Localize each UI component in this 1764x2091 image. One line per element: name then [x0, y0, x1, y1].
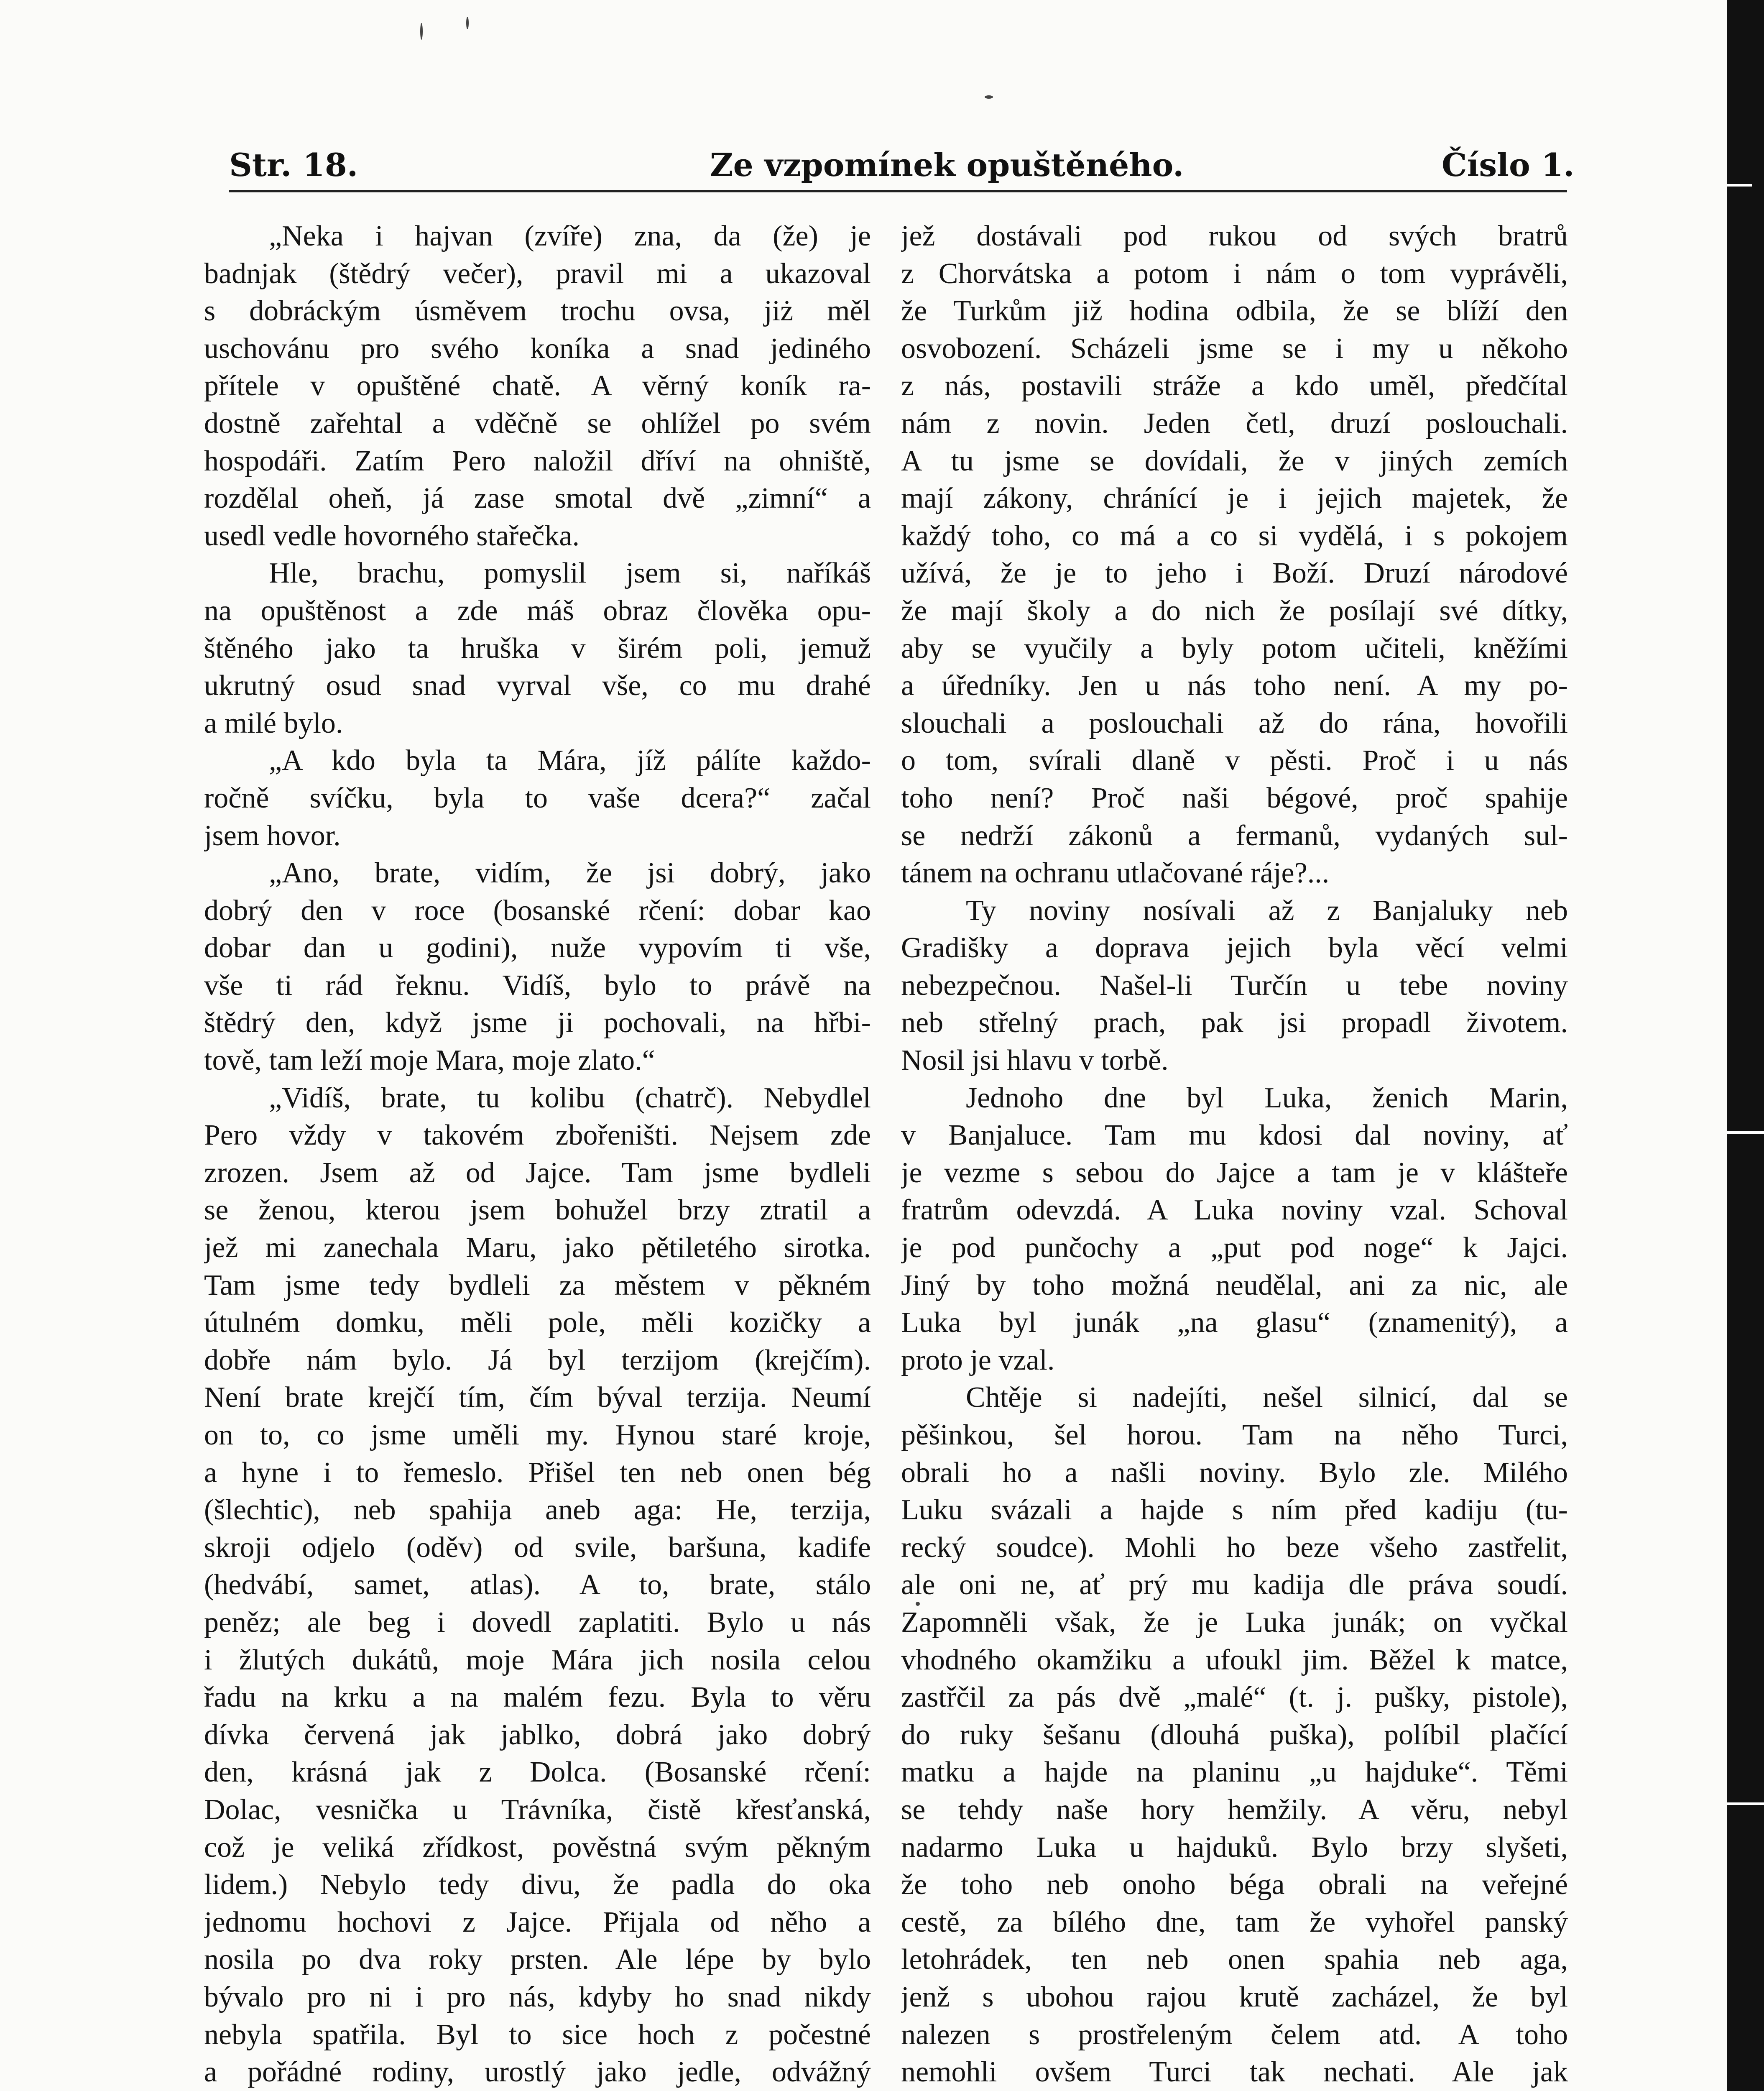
- text-line: den, krásná jak z Dolca. (Bosanské rčení:: [204, 1756, 871, 1789]
- edge-mark: [1727, 1802, 1764, 1805]
- text-line: jež mi zanechala Maru, jako pětiletého sirotka.: [204, 1232, 871, 1264]
- text-line: lidem.) Nebylo tedy divu, že padla do oka: [204, 1869, 871, 1901]
- text-line: v Banjaluce. Tam mu kdosi dal noviny, ať: [901, 1119, 1568, 1152]
- text-line: Luku svázali a hajde s ním před kadiju (tu-: [901, 1494, 1568, 1526]
- text-line: Není brate krejčí tím, čím býval terzija. Neumí: [204, 1381, 871, 1414]
- text-line: nosila po dva roky prsten. Ale lépe by bylo: [204, 1943, 871, 1976]
- page-header: [229, 146, 1575, 192]
- text-line: fratrům odevzdá. A Luka noviny vzal. Schoval: [901, 1194, 1568, 1227]
- text-line: slouchali a poslouchali až do rána, hovořili: [901, 707, 1568, 739]
- print-speck: [916, 1602, 920, 1606]
- text-line: a hyne i to řemeslo. Přišel ten neb onen bég: [204, 1456, 871, 1489]
- text-line: Chtěje si nadejíti, nešel silnicí, dal se: [966, 1381, 1568, 1414]
- text-line: štědrý den, když jsme ji pochovali, na hřbi-: [204, 1007, 871, 1039]
- text-line: o tom, svírali dlaně v pěsti. Proč i u nás: [901, 744, 1568, 777]
- text-line: Luka byl junák „na glasu“ (znamenitý), a: [901, 1306, 1568, 1339]
- text-line: usedl vedle hovorného stařečka.: [204, 519, 580, 552]
- text-line: je pod punčochy a „put pod noge“ k Jajci.: [901, 1232, 1568, 1264]
- text-line: Hle, brachu, pomyslil jsem si, naříkáš: [269, 557, 871, 590]
- text-line: ale oni ne, ať prý mu kadija dle práva soudí.: [901, 1569, 1568, 1601]
- page-number: Str. 18.: [229, 146, 358, 184]
- text-line: mají zákony, chránící je i jejich majetek, že: [901, 482, 1568, 515]
- text-line: badnjak (štědrý večer), pravil mi a ukazoval: [204, 257, 871, 290]
- scan-edge: [1727, 0, 1764, 2091]
- text-line: uschovánu pro svého koníka a snad jediného: [204, 332, 871, 365]
- text-line: zastřčil za pás dvě „malé“ (t. j. pušky, pistole),: [901, 1681, 1568, 1714]
- text-line: Nosil jsi hlavu v torbě.: [901, 1044, 1169, 1077]
- text-line: se ženou, kterou jsem bohužel brzy ztratil a: [204, 1194, 871, 1227]
- text-line: jednomu hochovi z Jajce. Přijala od něho a: [204, 1906, 871, 1938]
- text-line: „Vidíš, brate, tu kolibu (chatrč). Nebydlel: [269, 1081, 871, 1114]
- print-speck: [420, 23, 423, 40]
- text-line: bývalo pro ni i pro nás, kdyby ho snad nikdy: [204, 1981, 871, 2013]
- text-line: ukrutný osud snad vyrval vše, co mu drahé: [204, 670, 871, 702]
- text-line: tově, tam leží moje Mara, moje zlato.“: [204, 1044, 655, 1077]
- text-line: matku a hajde na planinu „u hajduke“. Těmi: [901, 1756, 1568, 1789]
- text-line: což je veliká zřídkost, pověstná svým pěkným: [204, 1831, 871, 1863]
- text-line: že Turkům již hodina odbila, že se blíží den: [901, 295, 1568, 327]
- text-line: A tu jsme se dovídali, že v jiných zemích: [901, 445, 1568, 477]
- text-line: nám z novin. Jeden četl, druzí poslouchali.: [901, 407, 1568, 440]
- text-line: nalezen s prostřeleným čelem atd. A toho: [901, 2018, 1568, 2051]
- text-line: přítele v opuštěné chatě. A věrný koník ra-: [204, 370, 871, 402]
- text-line: z nás, postavili stráže a kdo uměl, předčítal: [901, 370, 1568, 402]
- header-rule: [229, 190, 1567, 192]
- text-line: Gradišky a doprava jejich byla věcí velmi: [901, 932, 1568, 964]
- text-line: užívá, že je to jeho i Boží. Druzí národové: [901, 557, 1568, 590]
- text-line: nebezpečnou. Našel-li Turčín u tebe noviny: [901, 969, 1568, 1002]
- text-line: (hedvábí, samet, atlas). A to, brate, stálo: [204, 1569, 871, 1601]
- text-line: jež dostávali pod rukou od svých bratrů: [901, 220, 1568, 252]
- text-line: toho není? Proč naši bégové, proč spahije: [901, 782, 1568, 814]
- text-line: je vezme s sebou do Jajce a tam je v klášteře: [901, 1156, 1568, 1189]
- text-line: že mají školy a do nich že posílají své dítky,: [901, 594, 1568, 627]
- text-line: řadu na krku a na malém fezu. Byla to věru: [204, 1681, 871, 1714]
- text-line: pěšinkou, šel horou. Tam na něho Turci,: [901, 1419, 1568, 1451]
- text-line: jsem hovor.: [204, 819, 341, 852]
- text-line: do ruky šešanu (dlouhá puška), políbil plačící: [901, 1718, 1568, 1751]
- text-line: štěného jako ta hruška v širém poli, jemuž: [204, 632, 871, 665]
- text-line: na opuštěnost a zde máš obraz člověka opu-: [204, 594, 871, 627]
- text-line: (šlechtic), neb spahija aneb aga: He, terzija,: [204, 1494, 871, 1526]
- text-line: osvobození. Scházeli jsme se i my u někoho: [901, 332, 1568, 365]
- text-line: dobrý den v roce (bosanské rčení: dobar kao: [204, 894, 871, 927]
- text-line: jenž s ubohou rajou krutě zacházel, že byl: [901, 1981, 1568, 2013]
- print-speck: [985, 95, 993, 99]
- text-line: cestě, za bílého dne, tam že vyhořel panský: [901, 1906, 1568, 1938]
- text-line: „A kdo byla ta Mára, jíž pálíte každo-: [269, 744, 871, 777]
- text-line: vhodného okamžiku a ufoukl jim. Běžel k matce,: [901, 1644, 1568, 1676]
- text-line: každý toho, co má a co si vydělá, i s pokojem: [901, 519, 1568, 552]
- text-line: proto je vzal.: [901, 1344, 1055, 1376]
- issue-number: Číslo 1.: [1442, 146, 1575, 184]
- text-line: hospodáři. Zatím Pero naložil dříví na ohniště,: [204, 445, 871, 477]
- text-line: i žlutých dukátů, moje Mára jich nosila celou: [204, 1644, 871, 1676]
- text-line: že toho neb onoho béga obrali na veřejné: [901, 1869, 1568, 1901]
- article-title: Ze vzpomínek opuštěného.: [710, 146, 1184, 184]
- text-line: nebyla spatřila. Byl to sice hoch z počestné: [204, 2018, 871, 2051]
- text-line: s dobráckým úsměvem trochu ovsa, jiż měl: [204, 295, 871, 327]
- text-line: dostně zařehtal a vděčně se ohlížel po svém: [204, 407, 871, 440]
- text-line: skroji odjelo (oděv) od svile, baršuna, kadife: [204, 1531, 871, 1564]
- edge-mark: [1727, 1131, 1764, 1134]
- text-line: a pořádné rodiny, urostlý jako jedle, odvážný: [204, 2056, 871, 2088]
- text-line: dívka červená jak jablko, dobrá jako dobrý: [204, 1718, 871, 1751]
- text-line: „Ano, brate, vidím, že jsi dobrý, jako: [269, 857, 871, 890]
- text-line: dobře nám bylo. Já byl terzijom (krejčím).: [204, 1344, 871, 1376]
- text-line: „Neka i hajvan (zvíře) zna, da (že) je: [269, 220, 871, 252]
- text-line: nemohli ovšem Turci tak nechati. Ale jak: [901, 2056, 1568, 2088]
- left-column: [204, 217, 871, 2091]
- text-line: Ty noviny nosívali až z Banjaluky neb: [966, 894, 1568, 927]
- edge-mark: [1727, 184, 1752, 187]
- text-line: letohrádek, ten neb onen spahia neb aga,: [901, 1943, 1568, 1976]
- text-line: nadarmo Luka u hajduků. Bylo brzy slyšeti,: [901, 1831, 1568, 1863]
- text-line: obrali ho a našli noviny. Bylo zle. Milého: [901, 1456, 1568, 1489]
- text-line: rozdělal oheň, já zase smotal dvě „zimní“ a: [204, 482, 871, 515]
- print-speck: [466, 17, 469, 29]
- text-line: Zapomněli však, že je Luka junák; on vyčkal: [901, 1606, 1568, 1639]
- text-line: se nedrží zákonů a fermanů, vydaných sul-: [901, 819, 1568, 852]
- text-line: Jednoho dne byl Luka, ženich Marin,: [966, 1081, 1568, 1114]
- text-line: Dolac, vesnička u Trávníka, čistě křesťanská,: [204, 1793, 871, 1826]
- text-line: aby se vyučily a byly potom učiteli, kněžími: [901, 632, 1568, 665]
- text-line: dobar dan u godini), nuže vypovím ti vše,: [204, 932, 871, 964]
- text-line: tánem na ochranu utlačované ráje?...: [901, 857, 1330, 890]
- text-line: recký soudce). Mohli ho beze všeho zastřelit,: [901, 1531, 1568, 1564]
- right-column: [901, 217, 1568, 2091]
- text-line: a úředníky. Jen u nás toho není. A my po-: [901, 670, 1568, 702]
- text-line: Pero vždy v takovém zbořeništi. Nejsem zde: [204, 1119, 871, 1152]
- text-line: Tam jsme tedy bydleli za městem v pěkném: [204, 1269, 871, 1301]
- text-line: se tehdy naše hory hemžily. A věru, nebyl: [901, 1793, 1568, 1826]
- text-line: útulném domku, měli pole, měli kozičky a: [204, 1306, 871, 1339]
- text-line: z Chorvátska a potom i nám o tom vyprávěli,: [901, 257, 1568, 290]
- text-line: Jiný by toho možná neudělal, ani za nic, ale: [901, 1269, 1568, 1301]
- text-line: on to, co jsme uměli my. Hynou staré kroje,: [204, 1419, 871, 1451]
- text-line: zrozen. Jsem až od Jajce. Tam jsme bydleli: [204, 1156, 871, 1189]
- text-line: neb střelný prach, pak jsi propadl životem.: [901, 1007, 1568, 1039]
- text-line: vše ti rád řeknu. Vidíš, bylo to právě na: [204, 969, 871, 1002]
- text-line: a milé bylo.: [204, 707, 343, 739]
- text-line: ročně svíčku, byla to vaše dcera?“ začal: [204, 782, 871, 814]
- text-line: peněz; ale beg i dovedl zaplatiti. Bylo u nás: [204, 1606, 871, 1639]
